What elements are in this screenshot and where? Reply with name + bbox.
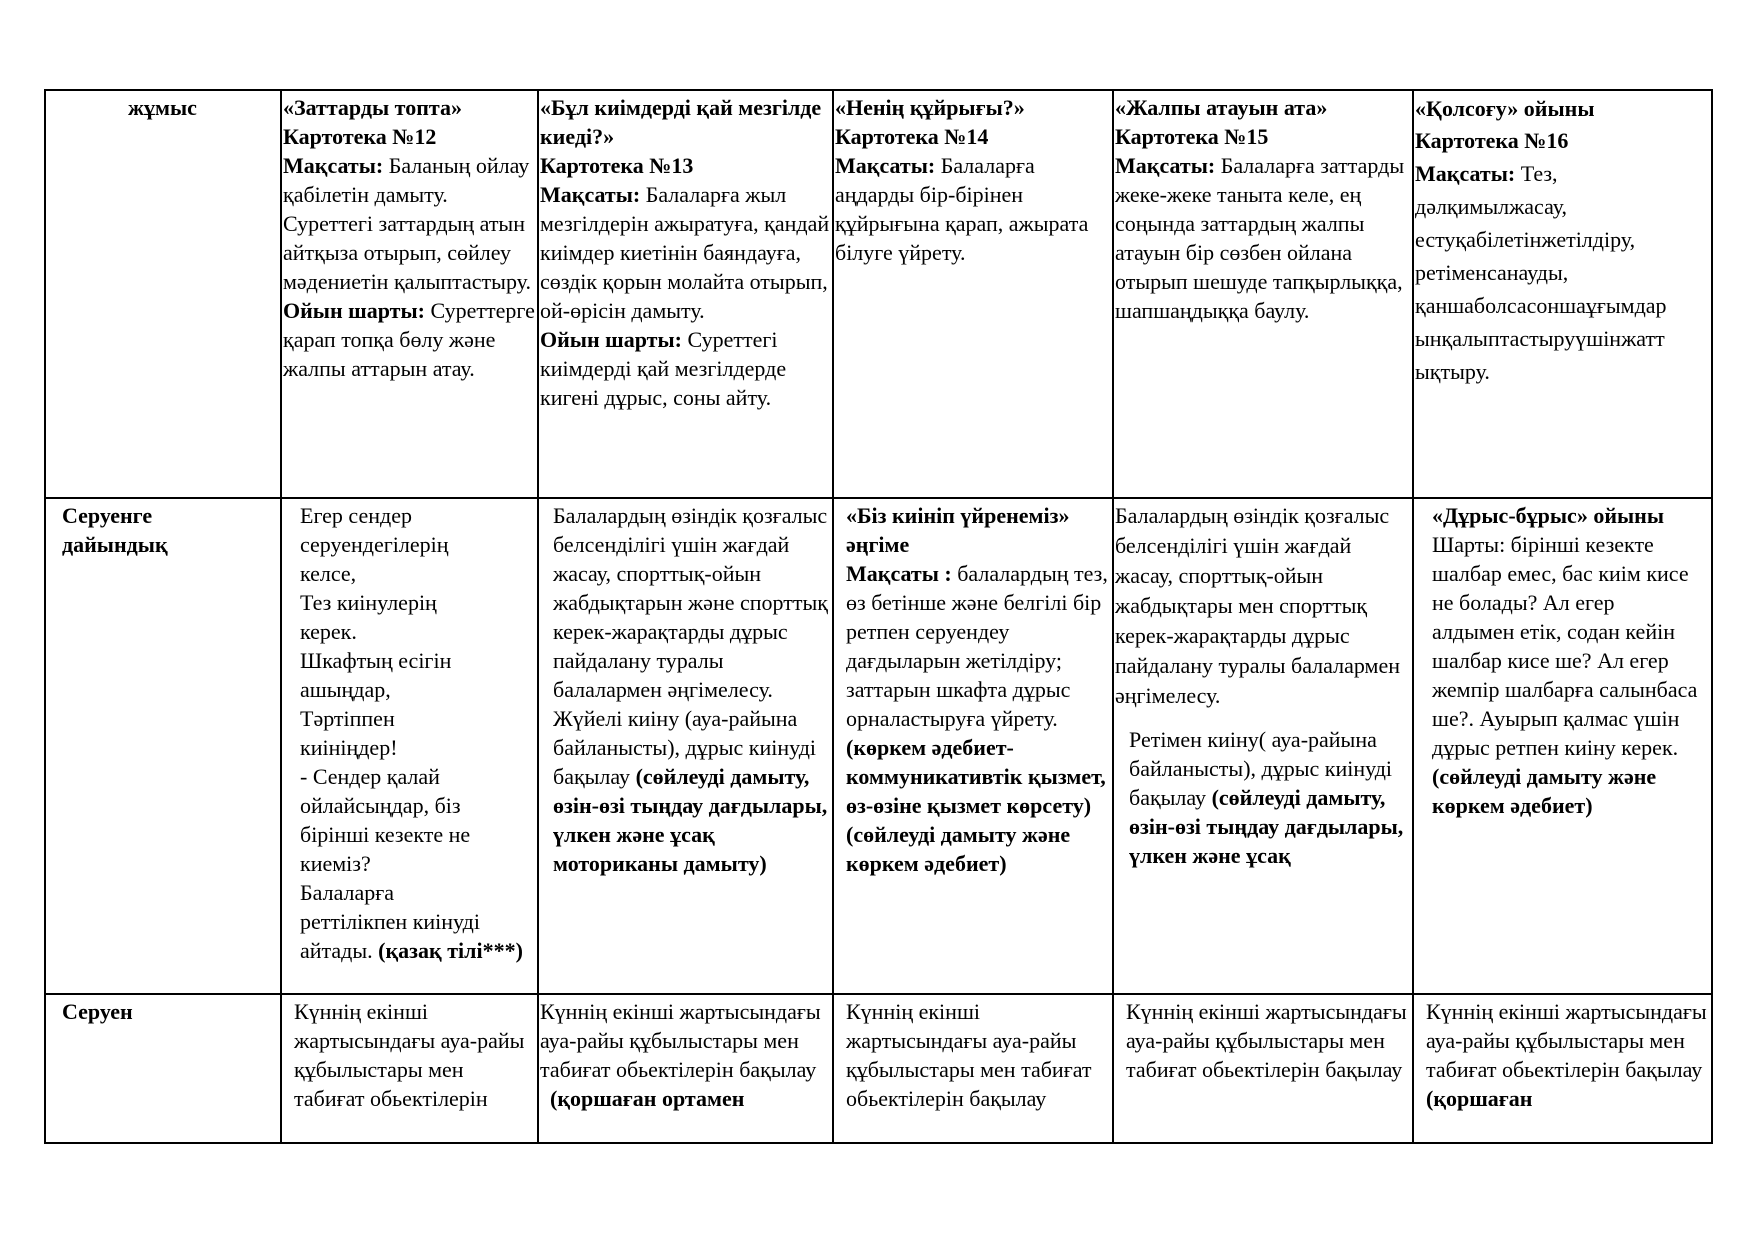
row-label-line: дайындық xyxy=(62,532,168,557)
cell-walk-observation xyxy=(833,994,1113,1143)
text-line: Шкафтың есігін xyxy=(300,648,452,673)
text-line: не болады? Ал егер xyxy=(1432,590,1615,615)
cell-game-14 xyxy=(833,90,1113,498)
rule-text: Суреттегі киімдерді қай мезгілдерде кигені дұрыс, соны айту. xyxy=(540,327,787,410)
text-line: Балаларға xyxy=(300,880,395,905)
text-line: шалбар кисе ше? Ал егер xyxy=(1432,648,1669,673)
text-line: келсе, xyxy=(300,561,357,586)
text-line: серуендегілерің xyxy=(300,532,449,557)
game-title: «Бұл киімдерді қай мезгілде киеді?» xyxy=(540,95,822,149)
cell-game-12 xyxy=(281,90,538,498)
goal-label: Мақсаты: xyxy=(540,182,641,207)
goal-line: ықтыру. xyxy=(1415,359,1490,384)
cell-walk-observation xyxy=(1413,994,1712,1143)
rule-text: Суреттерге қарап топқа бөлу және жалпы аттарын атау. xyxy=(283,298,535,381)
game-title: «Дұрыс-бұрыс» ойыны xyxy=(1432,503,1665,528)
goal-label: Мақсаты: xyxy=(835,153,936,178)
goal-text: Баланың ойлау қабілетін дамыту. Суреттегі заттардың атын айтқыза отырып, сөйлеу мәдениетін қалыптастыру. xyxy=(283,153,531,294)
text-line: Шарты: бірінші кезекте xyxy=(1432,532,1654,557)
subject-note: (сөйлеуді дамыту, өзін-өзі тыңдау дағдылары, үлкен және ұсақ xyxy=(1129,785,1404,868)
text-line: киініңдер! xyxy=(300,735,398,760)
activity-text: Балалардың өзіндік қозғалыс белсенділігі үшін жағдай жасау, спорттық-ойын жабдықтарын және спорттық керек-жарақтарды дұрыс пайдалану туралы балалармен әңгімелесу. Жүйелі киіну (ауа-райына байланысты), дұрыс киінуді бақылау xyxy=(553,503,828,789)
goal-label: Мақсаты : xyxy=(846,561,952,586)
row-label-text: Серуен xyxy=(62,999,133,1024)
text-line: керек. xyxy=(300,619,357,644)
text-line: ойлайсыңдар, біз xyxy=(300,793,461,818)
game-title: «Заттарды топта» xyxy=(283,95,462,120)
goal-text: Балаларға заттарды жеке-жеке танытa келе, ең соңында заттардың жалпы атауын бір сөзбен ойлана отырып шешуде тапқырлыққа, шапшаңдыққа баулу. xyxy=(1115,153,1405,323)
rule-label: Ойын шарты: xyxy=(540,327,682,352)
activity-text: Күннің екінші жартысындағы ауа-райы құбылыстары мен табиғат обьектілерін бақылау xyxy=(1126,999,1407,1082)
cell-walk-observation xyxy=(1113,994,1413,1143)
row-label-walk-prep xyxy=(45,498,281,994)
card-number: Картотека №12 xyxy=(283,124,437,149)
cell-game-16 xyxy=(1413,90,1712,498)
activity-text: Күннің екінші жартысындағы ауа-райы құбылыстары мен табиғат обьектілерін бақылау xyxy=(1426,999,1707,1082)
text-line: Егер сендер xyxy=(300,503,412,528)
card-number: Картотека №13 xyxy=(540,153,694,178)
game-title: «Қолсоғу» ойыны xyxy=(1415,96,1595,121)
cell-prep-game xyxy=(1413,498,1712,994)
subject-note: (көркем әдебиет-коммуникативтік қызмет, өз-өзіне қызмет көрсету) xyxy=(846,735,1106,818)
cell-walk-observation xyxy=(281,994,538,1143)
goal-text: балалардың тез, өз бетінше және белгілі бір ретпен серуендеу дағдыларын жетілдіру; заттарын шкафта дұрыс орналастыруға үйрету. xyxy=(846,561,1108,731)
text-line: Тез киінулерің xyxy=(300,590,437,615)
goal-line: естуқабілетінжетілдіру, xyxy=(1415,227,1636,252)
table-row xyxy=(45,498,1712,994)
row-label-text: жұмыс xyxy=(128,95,197,120)
game-title: «Жалпы атауын ата» xyxy=(1115,95,1328,120)
cell-prep-activity xyxy=(538,498,833,994)
subject-note: (қазақ тілі***) xyxy=(378,938,523,963)
subject-note: (қоршаған ортамен xyxy=(550,1086,745,1111)
schedule-table xyxy=(44,89,1713,1144)
text-line: Тәртіппен xyxy=(300,706,395,731)
activity-title: «Біз киініп үйренеміз» әңгіме xyxy=(846,503,1070,557)
activity-text: Балалардың өзіндік қозғалыс белсенділігі үшін жағдай жасау, спорттық-ойын жабдықтары мен спорттық керек-жарақтарды дұрыс пайдалану туралы балалармен әңгімелесу. xyxy=(1115,503,1400,708)
cell-game-15 xyxy=(1113,90,1413,498)
card-number: Картотека №15 xyxy=(1115,124,1269,149)
text-line: жемпір шалбарға салынбаса xyxy=(1432,677,1698,702)
text-line: бірінші кезекте не xyxy=(300,822,471,847)
cell-prep-activity-2 xyxy=(1113,498,1413,994)
subject-note: (сөйлеуді дамыту және көркем әдебиет) xyxy=(1432,764,1657,818)
cell-prep-rhyme xyxy=(281,498,538,994)
activity-text: Күннің екінші жартысындағы ауа-райы құбылыстары мен табиғат обьектілерін бақылау xyxy=(846,999,1092,1111)
text-line: ше?. Ауырып қалмас үшін xyxy=(1432,706,1680,731)
cell-walk-observation xyxy=(538,994,833,1143)
row-label-work xyxy=(45,90,281,498)
row-label-walk xyxy=(45,994,281,1143)
table-row xyxy=(45,90,1712,498)
text-line: ашыңдар, xyxy=(300,677,391,702)
goal-label: Мақсаты: xyxy=(1415,161,1516,186)
table-row xyxy=(45,994,1712,1143)
goal-line: қаншаболсасоншаұғымдар xyxy=(1415,293,1667,318)
goal-text: Балаларға аңдарды бір-бірінен құйрығына қарап, ажырата білуге үйрету. xyxy=(835,153,1089,265)
subject-note: (сөйлеуді дамыту, өзін-өзі тыңдау дағдылары, үлкен және ұсақ моториканы дамыту) xyxy=(553,764,828,876)
activity-text: Ретімен киіну( ауа-райына байланысты), дұрыс киінуді бақылау xyxy=(1129,727,1393,810)
goal-line: ретіменсанауды, xyxy=(1415,260,1569,285)
cell-game-13 xyxy=(538,90,833,498)
cell-prep-conversation xyxy=(833,498,1113,994)
rule-label: Ойын шарты: xyxy=(283,298,425,323)
goal-label: Мақсаты: xyxy=(283,153,384,178)
subject-note: (қоршаған xyxy=(1426,1086,1533,1111)
goal-line: Тез, xyxy=(1520,161,1558,186)
goal-text: Балаларға жыл мезгілдерін ажыратуға, қандай киімдер киетінін баяндауға, сөздік қорын молайта отырып, ой-өрісін дамыту. xyxy=(540,182,830,323)
text-line: - Сендер қалай xyxy=(300,764,440,789)
text-line: реттілікпен киінуді xyxy=(300,909,480,934)
activity-text: Күннің екінші жартысындағы ауа-райы құбылыстары мен табиғат обьектілерін бақылау xyxy=(540,999,821,1082)
card-number: Картотека №16 xyxy=(1415,128,1569,153)
goal-label: Мақсаты: xyxy=(1115,153,1216,178)
text-line: шалбар емес, бас киім кисе xyxy=(1432,561,1689,586)
goal-line: дәлқимылжасау, xyxy=(1415,194,1568,219)
text-line: киеміз? xyxy=(300,851,371,876)
game-title: «Ненің құйрығы?» xyxy=(835,95,1025,120)
text-line: алдымен етік, содан кейін xyxy=(1432,619,1675,644)
activity-text: Күннің екінші жартысындағы ауа-райы құбылыстары мен табиғат обьектілерін xyxy=(294,999,525,1111)
goal-line: ынқалыптастыруүшінжатт xyxy=(1415,326,1665,351)
card-number: Картотека №14 xyxy=(835,124,989,149)
text-line: дұрыс ретпен киіну керек. xyxy=(1432,735,1679,760)
row-label-line: Серуенге xyxy=(62,503,153,528)
text-line: айтады. xyxy=(300,938,373,963)
subject-note: (сөйлеуді дамыту және көркем әдебиет) xyxy=(846,822,1071,876)
